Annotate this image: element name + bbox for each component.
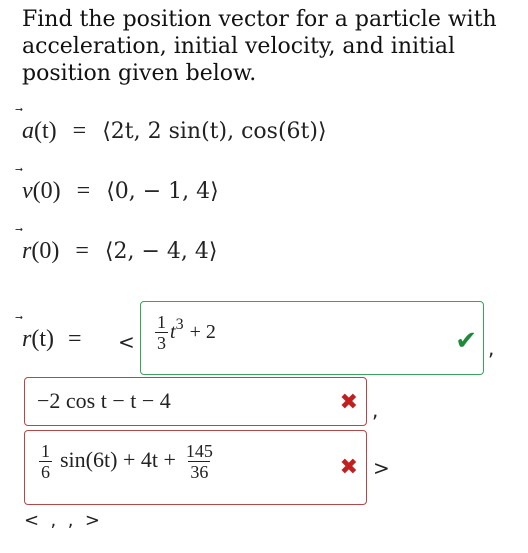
accel-value: ⟨2t, 2 sin(t), cos(6t)⟩ [102,119,327,144]
fraction [155,312,168,353]
component-2-expression: −2 cos t − t − 4 [37,388,171,413]
position-equation [22,238,217,265]
fraction-denominator: 3 [157,333,166,353]
check-icon: ✔ [455,326,477,356]
fraction-denominator: 6 [41,462,50,482]
equals-sign: = [72,118,87,144]
component-3-expression [37,441,217,482]
fraction-numerator: 1 [157,312,166,332]
exponent: 3 [175,316,184,334]
comma-separator: , [372,398,379,422]
equals-sign: = [68,326,82,352]
comma-separator: , [488,336,495,360]
variable: t [170,321,176,344]
component-3-middle: sin(6t) + 4t + [60,447,176,473]
problem-prompt: Find the position vector for a particle with acceleration, initial velocity, and initial position given below. [22,7,497,86]
velocity-value: ⟨0, − 1, 4⟩ [106,179,219,204]
position-symbol: r [22,238,32,264]
answer-component-2-input[interactable] [24,377,367,426]
fraction [184,441,215,482]
close-bracket: > [373,456,390,480]
answer-preview: < , , > [24,510,100,531]
acceleration-equation [22,118,327,145]
answer-symbol: r [22,326,32,352]
component-1-expression [153,312,216,353]
cross-icon: ✖ [339,455,358,480]
velocity-symbol: v [22,178,33,204]
accel-symbol: a [22,118,34,144]
velocity-arg: (0) [32,178,61,204]
answer-label [22,326,90,353]
fraction [39,441,52,482]
velocity-equation [22,178,219,205]
position-arg: (0) [31,238,60,264]
equals-sign: = [75,238,89,264]
fraction-numerator: 1 [41,441,50,461]
open-bracket: < [118,330,135,354]
cross-icon: ✖ [339,390,358,415]
answer-arg: (t) [31,326,54,352]
fraction-denominator: 36 [190,462,209,482]
component-1-rest: + 2 [189,321,216,344]
answer-component-3-input[interactable] [24,430,367,505]
accel-arg: (t) [34,118,57,144]
position-value: ⟨2, − 4, 4⟩ [104,239,218,264]
equals-sign: = [76,178,91,204]
answer-component-1-input[interactable] [140,301,484,375]
fraction-numerator: 145 [185,441,213,461]
